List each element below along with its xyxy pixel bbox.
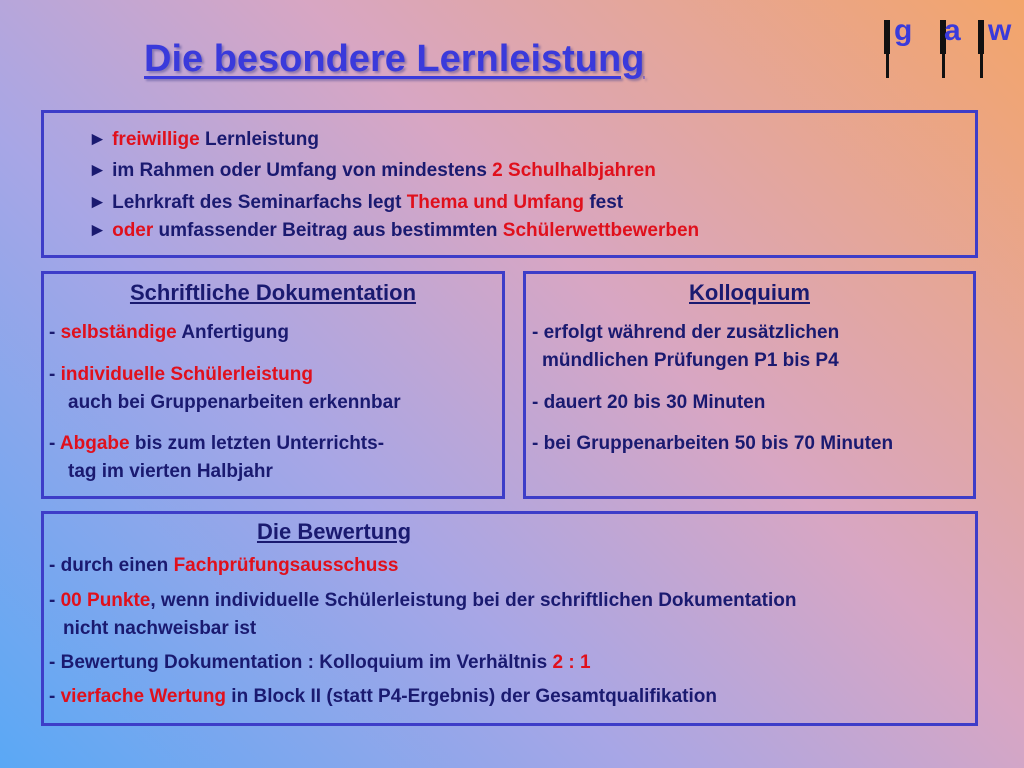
- list-item: - dauert 20 bis 30 Minuten: [532, 392, 766, 413]
- bullet-icon: ►: [88, 129, 107, 150]
- dokumentation-box: [41, 271, 505, 499]
- intro-item: ► oder umfassender Beitrag aus bestimmten Schülerwettbewerben: [88, 220, 700, 241]
- list-item-continuation: auch bei Gruppenarbeiten erkennbar: [68, 392, 401, 413]
- intro-item: ► freiwillige Lernleistung: [88, 129, 320, 150]
- intro-item: ► im Rahmen oder Umfang von mindestens 2 Schulhalbjahren: [88, 160, 656, 181]
- bewertung-box: [41, 511, 978, 726]
- logo-letter-a: a: [944, 14, 961, 47]
- logo-letter-w: w: [988, 14, 1012, 47]
- intro-item: ► Lehrkraft des Seminarfachs legt Thema und Umfang fest: [88, 192, 624, 213]
- logo-stem-w: [980, 54, 983, 78]
- bullet-icon: ►: [88, 220, 107, 241]
- kolloquium-box: [523, 271, 976, 499]
- list-item: - durch einen Fachprüfungsausschuss: [49, 555, 399, 576]
- list-item: - erfolgt während der zusätzlichen: [532, 322, 840, 343]
- list-item: - Abgabe bis zum letzten Unterrichts-: [49, 433, 385, 454]
- list-item-continuation: nicht nachweisbar ist: [63, 618, 257, 639]
- kolloquium-heading: Kolloquium: [689, 280, 810, 305]
- list-item: - 00 Punkte, wenn individuelle Schülerleistung bei der schriftlichen Dokumentation: [49, 590, 797, 611]
- gaw-logo: [878, 10, 1018, 75]
- logo-bar-g: [884, 20, 890, 54]
- bullet-icon: ►: [88, 160, 107, 181]
- bullet-icon: ►: [88, 192, 107, 213]
- list-item: - vierfache Wertung in Block II (statt P4-Ergebnis) der Gesamtqualifikation: [49, 686, 717, 707]
- list-item-continuation: tag im vierten Halbjahr: [68, 461, 273, 482]
- list-item-continuation: mündlichen Prüfungen P1 bis P4: [542, 350, 839, 371]
- list-item: - Bewertung Dokumentation : Kolloquium im Verhältnis 2 : 1: [49, 652, 591, 673]
- logo-stem-a: [942, 54, 945, 78]
- dokumentation-heading: Schriftliche Dokumentation: [129, 280, 417, 305]
- list-item: - bei Gruppenarbeiten 50 bis 70 Minuten: [532, 433, 894, 454]
- logo-letter-g: g: [894, 14, 913, 47]
- bewertung-heading: Die Bewertung: [256, 519, 412, 544]
- logo-stem-g: [886, 54, 889, 78]
- page-title: Die besondere Lernleistung: [144, 38, 645, 80]
- list-item: - individuelle Schülerleistung: [49, 364, 313, 385]
- list-item: - selbständige Anfertigung: [49, 322, 289, 343]
- intro-box: [41, 110, 978, 258]
- logo-bar-w: [978, 20, 984, 54]
